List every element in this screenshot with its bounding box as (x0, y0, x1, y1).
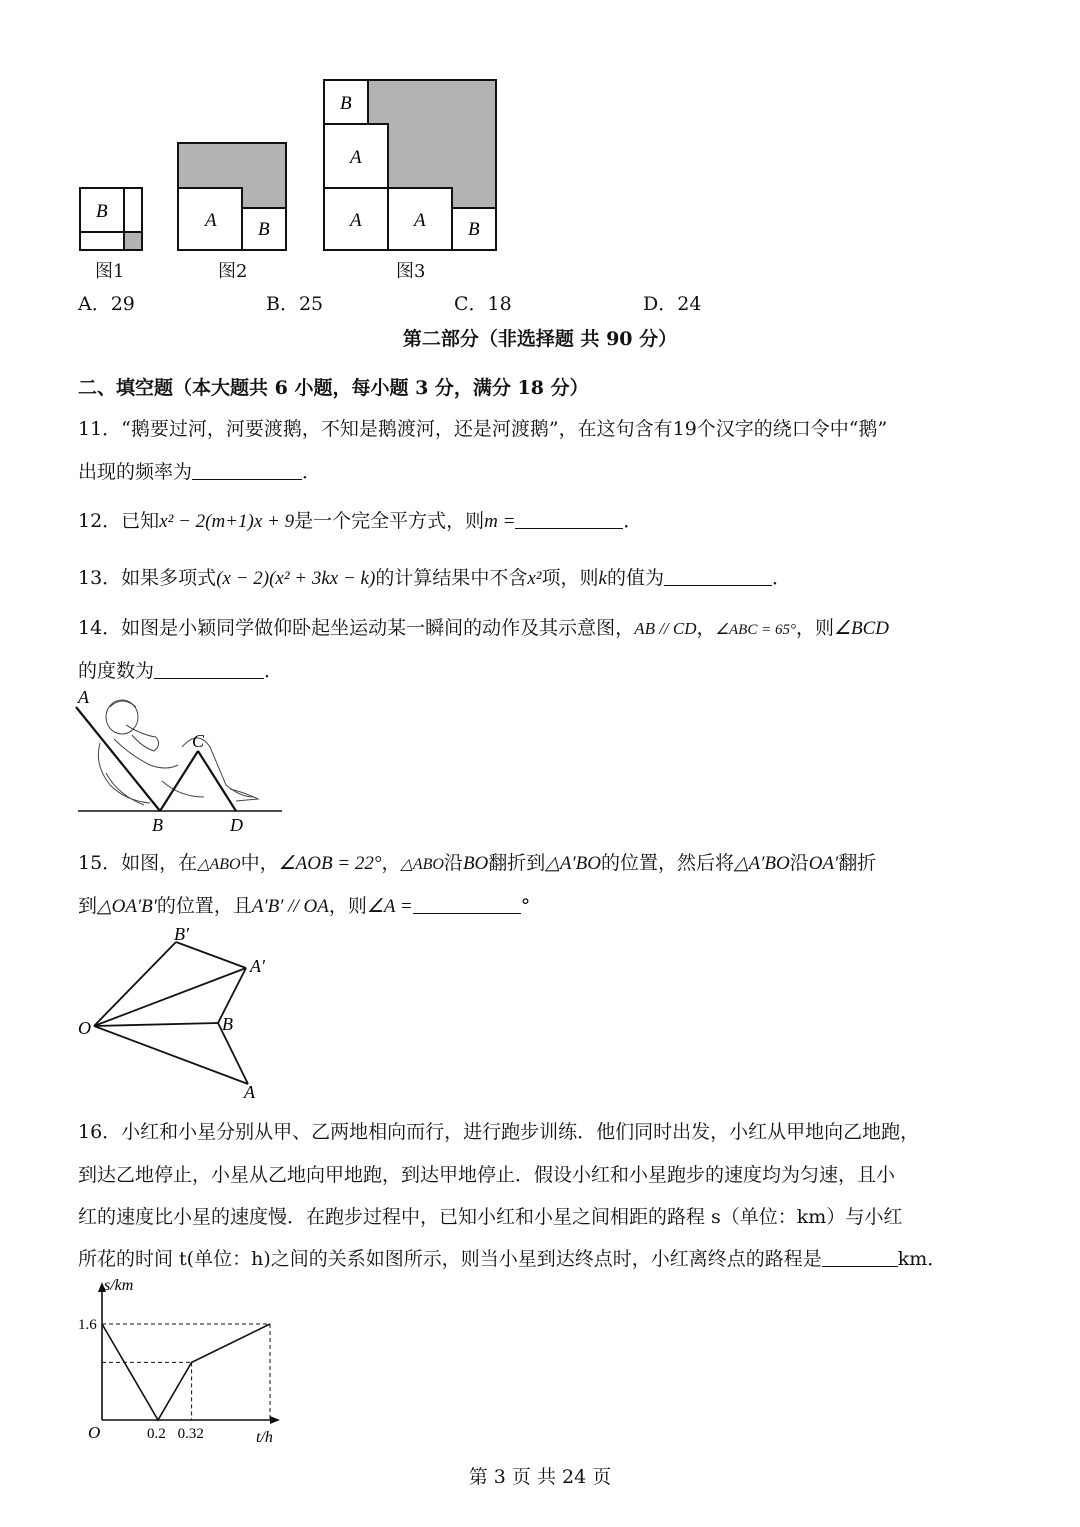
person-sketch (98, 700, 258, 805)
x-axis-arrow (270, 1416, 280, 1424)
q14-line2 (78, 656, 283, 683)
q14-then: ，则 (795, 617, 834, 639)
q15-fold1: 翻折到 (488, 852, 546, 874)
q11-line1: 11．“鹅要过河，河要渡鹅，不知是鹅渡河，还是河渡鹅”，在这句含有19个汉字的绕口令中“鹅” (78, 418, 888, 440)
figure-2 (178, 143, 286, 250)
chart-ylabel: s/km (104, 1277, 134, 1294)
q12-mid: 是一个完全平方式，则 (294, 510, 485, 532)
q15-mid2: 的位置，然后将 (600, 852, 734, 874)
q12-prefix: 12．已知 (78, 510, 160, 532)
q15-pre2: 到 (78, 895, 98, 917)
q15-parallel: A′B′ // OA (251, 896, 329, 917)
q11-end: ． (302, 461, 322, 483)
option-c: C．18 (454, 293, 512, 315)
q15-along2: 沿 (789, 852, 809, 874)
chart-xlabel: t/h (256, 1429, 273, 1446)
q15-oa: OA′ (808, 853, 839, 874)
fig3-label-a2: A (414, 210, 426, 231)
q14-text: 14．如图是小颖同学做仰卧起坐运动某一瞬间的动作及其示意图， (78, 617, 635, 639)
q16-line1: 16．小红和小星分别从甲、乙两地相向而行，进行跑步训练．他们同时出发，小红从甲地向乙地跑， (78, 1121, 920, 1143)
q15-answer-blank (413, 895, 521, 914)
situp-figure (70, 685, 290, 835)
option-b: B．25 (266, 293, 324, 315)
option-a: A．29 (78, 293, 135, 315)
fold-triangle-figure (70, 918, 290, 1103)
q13-tail: 的值为 (606, 567, 664, 589)
q16-unit: km． (897, 1248, 947, 1270)
page-footer: 第 3 页 共 24 页 (468, 1466, 612, 1488)
chart-origin: O (88, 1423, 101, 1442)
q14-angle: ∠BCD (833, 618, 890, 639)
q16-answer-blank (822, 1248, 898, 1267)
q12-answer-blank (515, 510, 623, 529)
q11-text: 出现的频率为 (78, 461, 193, 483)
distance-time-chart (70, 1270, 290, 1450)
q16-line2: 到达乙地停止，小星从乙地向甲地跑，到达甲地停止．假设小红和小星跑步的速度均为匀速，且小 (78, 1164, 896, 1186)
figure-1 (80, 188, 142, 250)
chart-axes (98, 1282, 280, 1424)
q15-bo: BO (462, 853, 489, 874)
chart-ytick-label: 1.6 (78, 1317, 97, 1333)
q16-line3: 红的速度比小星的速度慢．在跑步过程中，已知小红和小星之间相距的路程 s（单位：km）与小红 (78, 1206, 903, 1228)
q11-answer-blank (192, 461, 302, 480)
q16-text4: 所花的时间 t(单位：h)之间的关系如图所示，则当小星到达终点时，小红离终点的路程是 (78, 1248, 822, 1270)
q13-mid: 的计算结果中不含 (375, 567, 528, 589)
q15-mid3: 的位置，且 (156, 895, 252, 917)
section-heading: 二、填空题（本大题共 6 小题，每小题 3 分，满分 18 分） (78, 377, 589, 399)
q15-label-a: A (244, 1082, 255, 1102)
q14-answer-blank (154, 660, 264, 679)
q12-var: m = (484, 511, 516, 532)
fig3-label-b-top: B (340, 93, 352, 114)
q15-tri5: △OA′B′ (97, 896, 157, 917)
q14-label-d: D (230, 815, 243, 835)
q11-line2 (78, 457, 321, 484)
q13-answer-blank (664, 567, 772, 586)
q13-prefix: 13．如果多项式 (78, 567, 217, 589)
q12-line (78, 506, 642, 533)
q15-tri3: △A′BO (545, 853, 601, 874)
q13-expression: (x − 2)(x² + 3kx − k) (216, 568, 376, 589)
q12-expression: x² − 2(m+1)x + 9 (159, 511, 295, 532)
q15-along: 沿 (443, 852, 463, 874)
option-d: D．24 (643, 293, 702, 315)
q15-label-b: B (222, 1014, 233, 1034)
fig1-caption: 图1 (95, 261, 125, 282)
q14-cond2: ∠ABC = 65° (715, 622, 796, 638)
q13-k: k (598, 568, 607, 589)
q15-angle: ∠AOB = 22° (278, 853, 382, 874)
fig3-caption: 图3 (396, 261, 426, 282)
q12-end: ． (623, 510, 643, 532)
q15-label-bp: B′ (174, 924, 189, 944)
q15-tri4: △A′BO (734, 853, 790, 874)
q15-end: ° (520, 895, 531, 917)
q13-x2: x² (527, 568, 542, 589)
q14-label-b: B (152, 815, 163, 835)
fig2-label-a: A (205, 210, 217, 231)
fig3-label-a1: A (350, 210, 362, 231)
fig3-label-b-bottom: B (468, 219, 480, 240)
fig2-label-b: B (258, 219, 270, 240)
q13-line (78, 563, 791, 590)
fig1-label-b: B (96, 201, 108, 222)
series-line (102, 1324, 270, 1420)
q14-cond1: AB // CD (634, 619, 697, 638)
chart-xtick-label: 0.32 (177, 1426, 204, 1442)
square-tiling-figures (70, 70, 510, 285)
q15-line2 (78, 891, 530, 918)
q15-label-ap: A′ (250, 956, 265, 976)
chart-xtick-label: 0.2 (147, 1426, 166, 1442)
q15-pre: 15．如图，在 (78, 852, 198, 874)
q15-tri: △ABO (197, 856, 241, 873)
chart-series (102, 1324, 270, 1420)
q14-text2: 的度数为 (78, 660, 155, 682)
q14-label-c: C (192, 731, 205, 751)
q14-line1: 14．如图是小颖同学做仰卧起坐运动某一瞬间的动作及其示意图，AB // CD，∠ABC = 65°，则∠BCD (78, 617, 890, 639)
q15-ask: ∠A = (366, 896, 413, 917)
fig2-caption: 图2 (218, 261, 248, 282)
q15-sep: ， (381, 852, 401, 874)
q14-end: ． (264, 660, 284, 682)
q13-end: ． (771, 567, 791, 589)
q15-then: ，则 (328, 895, 367, 917)
q15-label-o: O (78, 1018, 91, 1038)
q14-label-a: A (78, 687, 89, 707)
q15-fold2: 翻折 (838, 852, 877, 874)
q15-tri2: △ABO (400, 856, 444, 873)
q16-line4 (78, 1244, 946, 1271)
q13-mid2: 项，则 (541, 567, 599, 589)
q15-line1 (78, 848, 876, 875)
part-title: 第二部分（非选择题 共 90 分） (402, 328, 678, 350)
fig3-label-a-mid: A (350, 147, 362, 168)
q15-mid1: 中， (240, 852, 279, 874)
